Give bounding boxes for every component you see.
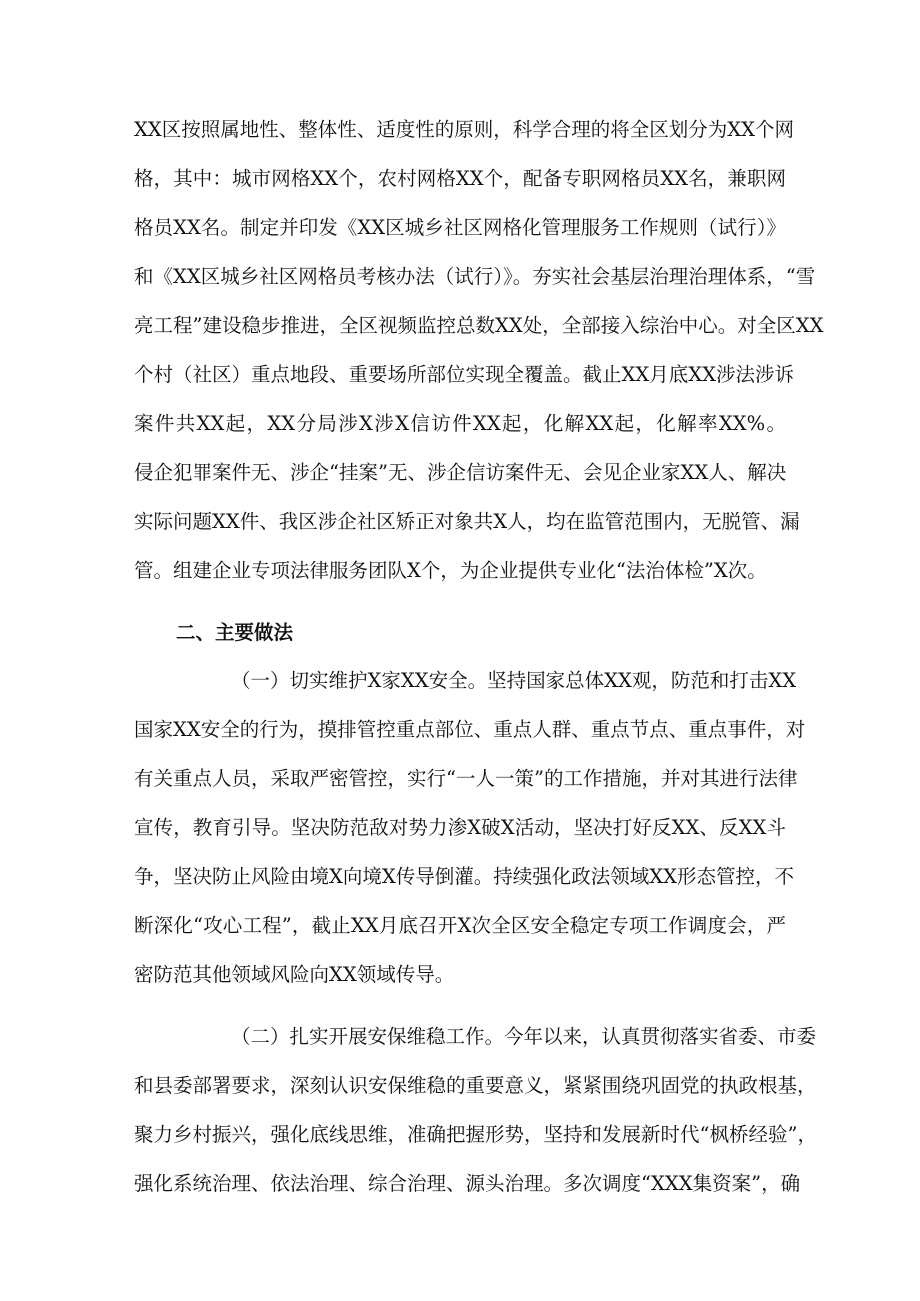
paragraph-line: （一）切实维护X家XX安全。坚持国家总体XX观，防范和打击XX xyxy=(231,669,797,692)
paragraph-line: 格，其中：城市网格XX个，农村网格XX个，配备专职网格员XX名，兼职网 xyxy=(134,167,786,190)
paragraph-line: 和《XX区城乡社区网格员考核办法（试行）》。夯实社会基层治理治理体系，“雪 xyxy=(134,265,816,288)
paragraph-line: 密防范其他领域风险向XX领域传导。 xyxy=(134,963,455,986)
paragraph-line: 实际问题XX件、我区涉企社区矫正对象共X人，均在监管范围内，无脱管、漏 xyxy=(134,510,800,533)
paragraph-line: 强化系统治理、依法治理、综合治理、源头治理。多次调度“XXX集资案”，确 xyxy=(134,1172,801,1195)
paragraph-line: 案件共XX起，XX分局涉X涉X信访件XX起，化解XX起，化解率XX%。 xyxy=(134,412,786,435)
paragraph-line: 侵企犯罪案件无、涉企“挂案”无、涉企信访案件无、会见企业家XX人、解决 xyxy=(134,461,787,484)
paragraph-line: 聚力乡村振兴，强化底线思维，准确把握形势，坚持和发展新时代“枫桥经验”， xyxy=(134,1123,817,1146)
paragraph-line: 有关重点人员，采取严密管控，实行“一人一策”的工作措施，并对其进行法律 xyxy=(134,767,798,790)
paragraph-line: 个村（社区）重点地段、重要场所部位实现全覆盖。截止XX月底XX涉法涉诉 xyxy=(134,363,795,386)
paragraph-line: 宣传，教育引导。坚决防范敌对势力渗X破X活动，坚决打好反XX、反XX斗 xyxy=(134,816,786,839)
paragraph-line: 管。组建企业专项法律服务团队X个，为企业提供专业化“法治体检”X次。 xyxy=(134,559,767,582)
paragraph-line: 和县委部署要求，深刻认识安保维稳的重要意义，紧紧围绕巩固党的执政根基， xyxy=(134,1074,817,1097)
paragraph-line: 争，坚决防止风险由境X向境X传导倒灌。持续强化政法领域XX形态管控，不 xyxy=(134,865,795,888)
paragraph-line: 格员XX名。制定并印发《XX区城乡社区网格化管理服务工作规则（试行）》 xyxy=(134,216,786,239)
paragraph-line: 断深化“攻心工程”，截止XX月底召开X次全区安全稳定专项工作调度会，严 xyxy=(134,914,786,937)
paragraph-line: 国家XX安全的行为，摸排管控重点部位、重点人群、重点节点、重点事件，对 xyxy=(134,718,806,741)
paragraph-line: （二）扎实开展安保维稳工作。今年以来，认真贯彻落实省委、市委 xyxy=(231,1025,817,1048)
paragraph-line: XX区按照属地性、整体性、适度性的原则，科学合理的将全区划分为XX个网 xyxy=(134,118,795,141)
paragraph-line: 亮工程”建设稳步推进，全区视频监控总数XX处，全部接入综治中心。对全区XX xyxy=(134,314,824,337)
section-heading: 二、主要做法 xyxy=(176,621,294,644)
